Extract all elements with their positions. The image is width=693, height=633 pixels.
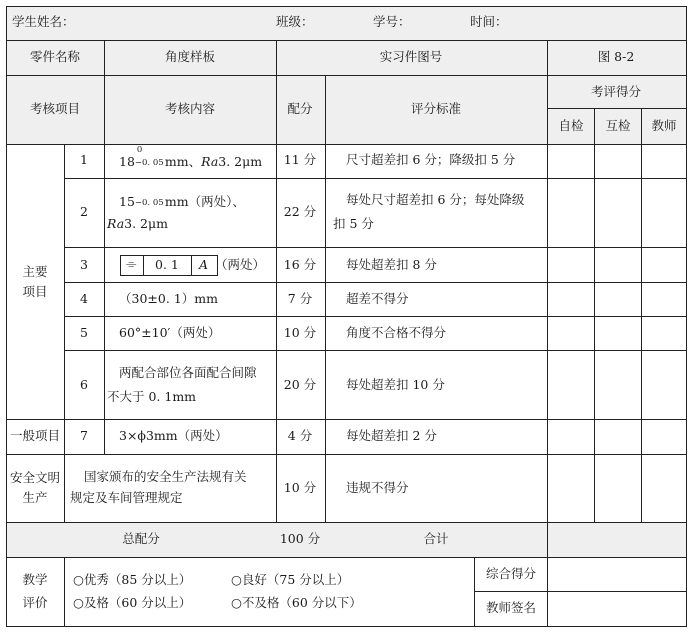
col-separator (276, 40, 277, 522)
column-header-item: 考核项目 (29, 101, 81, 116)
rating-option-excellent[interactable]: ○优秀（85 分以上） (73, 572, 192, 587)
student-id-label: 学号： (373, 14, 411, 29)
row-number: 1 (80, 152, 88, 167)
safety-score: 10 分 (283, 480, 317, 495)
group-main-label-line2: 项目 (22, 284, 48, 299)
col-separator (474, 557, 475, 626)
time-label: 时间： (470, 14, 508, 29)
row-criteria: 每处超差扣 2 分 (346, 428, 437, 443)
frame-divider (143, 256, 144, 275)
frame-divider (191, 256, 192, 275)
teaching-evaluation-label-line1: 教学 (22, 572, 48, 587)
roughness-symbol: Ra (107, 216, 125, 231)
row-content-line2 (107, 216, 168, 232)
class-label: 班级： (276, 14, 314, 29)
group-safety-label-line1: 安全文明 (9, 470, 61, 485)
row-score: 22 分 (283, 204, 317, 219)
drawing-number-value: 图 8-2 (597, 49, 635, 64)
row-number: 3 (80, 257, 88, 272)
part-name-value: 角度样板 (164, 49, 216, 64)
row-criteria: 每处超差扣 8 分 (346, 257, 437, 272)
row-number: 5 (80, 325, 88, 340)
row-score: 11 分 (283, 152, 317, 167)
col-separator (325, 75, 326, 522)
total-score-label: 总配分 (122, 531, 160, 546)
col-separator (594, 108, 595, 522)
row-criteria: 每处超差扣 10 分 (346, 377, 445, 392)
tolerance-value: 0. 1 (155, 257, 179, 272)
row-number: 2 (80, 204, 88, 219)
table-border-top (6, 6, 687, 7)
row-score: 16 分 (283, 257, 317, 272)
datum-label: A (199, 257, 209, 272)
row-content-line1: 两配合部位各面配合间隙 (119, 365, 257, 380)
row-separator (6, 144, 687, 145)
row-content: 3×ϕ3mm（两处） (119, 428, 228, 443)
safety-criteria: 违规不得分 (346, 480, 409, 495)
row-criteria-line1: 每处尺寸超差扣 6 分；每处降级 (346, 192, 525, 207)
table-border-right (686, 6, 687, 626)
dimension-base: 18 (119, 154, 135, 169)
row-content: （30±0. 1）mm (119, 291, 218, 306)
row-score: 4 分 (287, 428, 313, 443)
row-criteria: 角度不合格不得分 (346, 325, 447, 340)
row-score: 7 分 (287, 291, 313, 306)
dimension-unit: mm、 (164, 154, 202, 169)
group-main-label-line1: 主要 (22, 264, 48, 279)
row-separator (6, 40, 687, 41)
row-separator (6, 75, 687, 76)
column-header-score: 配分 (287, 101, 313, 116)
table-border-left (6, 6, 7, 626)
roughness-value: 3. 2μm (218, 154, 263, 169)
geometric-tolerance-frame (120, 255, 218, 276)
row-score: 10 分 (283, 325, 317, 340)
part-name-label: 零件名称 (29, 49, 81, 64)
row-separator (6, 419, 687, 420)
total-score-value: 100 分 (279, 531, 321, 546)
column-header-mutual-check: 互检 (605, 118, 631, 133)
dimension-base: 15 (119, 194, 135, 209)
row-criteria: 尺寸超差扣 6 分；降级扣 5 分 (346, 152, 516, 167)
teacher-signature-label: 教师签名 (485, 600, 537, 615)
tolerance-lower: −0. 05 (134, 158, 164, 168)
col-separator (547, 40, 548, 626)
total-row-shade (6, 522, 687, 557)
rating-option-good[interactable]: ○良好（75 分以上） (231, 572, 350, 587)
row-separator (474, 591, 687, 592)
col-separator (104, 40, 105, 144)
group-safety-label-line2: 生产 (22, 490, 48, 505)
teaching-evaluation-label-line2: 评价 (22, 595, 48, 610)
row-content-line2: 不大于 0. 1mm (107, 389, 197, 404)
row-separator (6, 454, 687, 455)
flatness-icon: ⌯ (126, 257, 137, 272)
column-header-self-check: 自检 (558, 118, 584, 133)
row-content (119, 145, 263, 170)
dimension-unit: mm（两处）、 (164, 194, 245, 209)
column-header-evaluation: 考评得分 (590, 84, 642, 99)
row-separator (547, 108, 687, 109)
column-header-criteria: 评分标准 (410, 101, 462, 116)
drawing-number-label: 实习件图号 (379, 49, 443, 64)
student-name-label: 学生姓名： (12, 14, 75, 29)
roughness-value: 3. 2μm (124, 216, 168, 231)
sum-label: 合计 (423, 531, 449, 546)
safety-content-line1: 国家颁布的安全生产法规有关 (84, 469, 247, 484)
row-content-suffix: （两处） (215, 257, 266, 272)
tolerance-lower: −0. 05 (134, 198, 164, 208)
col-separator (104, 144, 105, 454)
group-general-label: 一般项目 (9, 428, 61, 443)
tolerance-upper: 0 (136, 145, 143, 155)
row-separator (6, 522, 687, 523)
column-header-content: 考核内容 (164, 101, 216, 116)
row-number: 7 (80, 428, 88, 443)
row-number: 4 (80, 291, 88, 306)
col-separator (64, 557, 65, 626)
row-score: 20 分 (283, 377, 317, 392)
column-header-teacher: 教师 (651, 118, 677, 133)
row-separator (6, 557, 687, 558)
row-criteria-line2: 扣 5 分 (333, 216, 374, 231)
roughness-symbol: Ra (201, 154, 219, 169)
row-content-line1 (119, 192, 245, 210)
col-separator (64, 144, 65, 522)
row-number: 6 (80, 377, 88, 392)
rating-option-fail[interactable]: ○不及格（60 分以下） (231, 595, 362, 610)
row-criteria: 超差不得分 (346, 291, 409, 306)
overall-score-label: 综合得分 (485, 566, 537, 581)
table-border-bottom (6, 626, 687, 627)
col-separator (641, 108, 642, 522)
rating-option-pass[interactable]: ○及格（60 分以上） (73, 595, 192, 610)
row-content: 60°±10′（两处） (119, 325, 221, 340)
safety-content-line2: 规定及车间管理规定 (70, 490, 183, 505)
